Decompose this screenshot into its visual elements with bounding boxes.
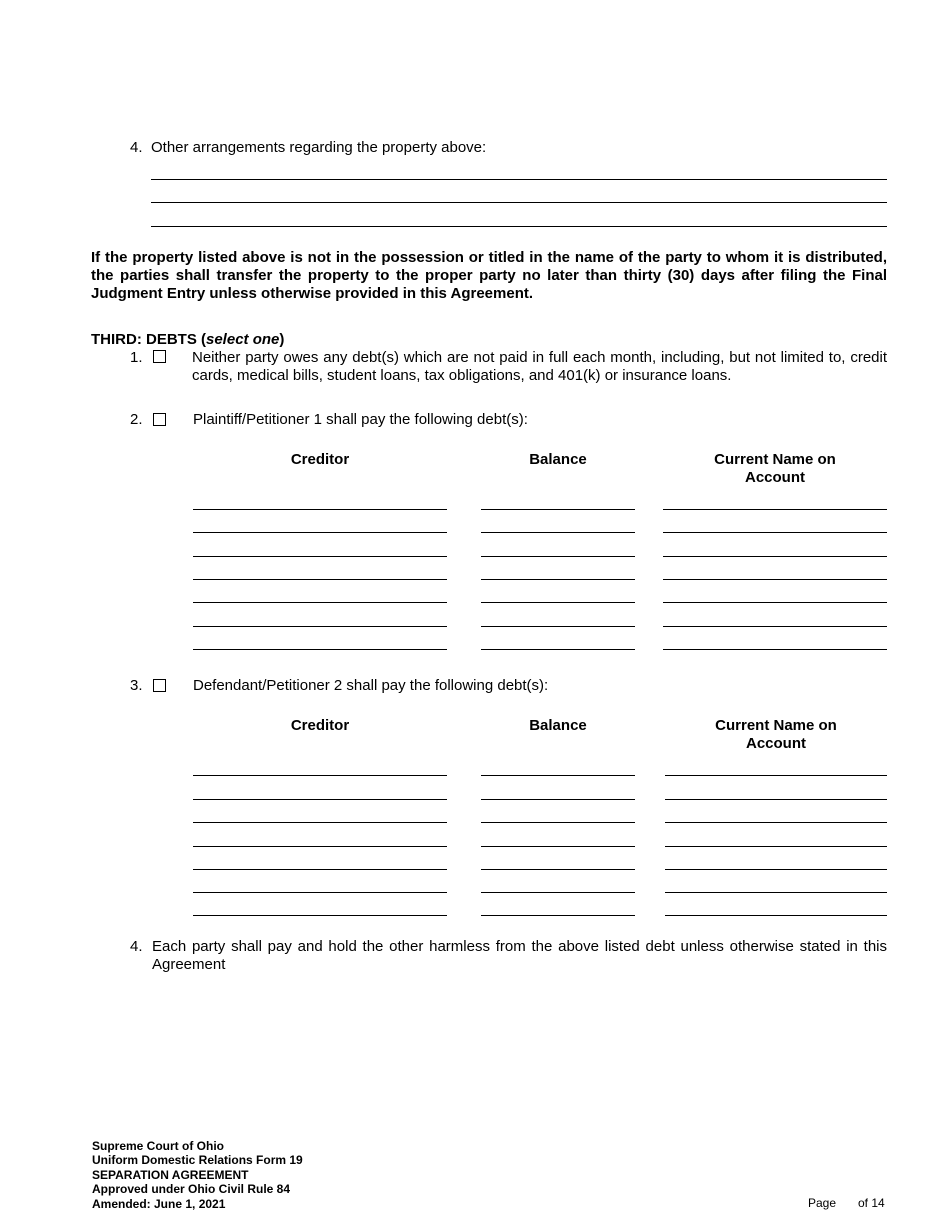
p1-creditor-line[interactable] (193, 626, 447, 627)
option-2-col-current-name: Current Name on Account (714, 451, 836, 486)
p2-creditor-line[interactable] (193, 915, 447, 916)
p1-balance-line[interactable] (481, 649, 635, 650)
p1-balance-line[interactable] (481, 509, 635, 510)
p1-name-line[interactable] (663, 509, 887, 510)
p1-balance-line[interactable] (481, 556, 635, 557)
p2-balance-line[interactable] (481, 915, 635, 916)
p1-balance-line[interactable] (481, 579, 635, 580)
p2-creditor-line[interactable] (193, 846, 447, 847)
p1-name-line[interactable] (663, 532, 887, 533)
footer-approval: Approved under Ohio Civil Rule 84 (92, 1182, 291, 1197)
debts-heading-close: ) (279, 331, 285, 348)
option-2-checkbox[interactable] (153, 413, 166, 426)
page-of-total: of 14 (858, 1196, 885, 1210)
footer-form-title: SEPARATION AGREEMENT (92, 1167, 249, 1182)
p2-name-line[interactable] (665, 915, 887, 916)
option-1-text: Neither party owes any debt(s) which are not paid in full each month, including, but not limited to, credit cards, medical bills, student loans, tax obligations, and 401(k) or insurance loans. (192, 349, 887, 384)
p1-name-line[interactable] (663, 602, 887, 603)
p2-creditor-line[interactable] (193, 799, 447, 800)
p2-creditor-line[interactable] (193, 892, 447, 893)
p2-name-line[interactable] (665, 799, 887, 800)
item-4-number: 4. (130, 938, 143, 955)
p1-balance-line[interactable] (481, 626, 635, 627)
p2-balance-line[interactable] (481, 775, 635, 776)
footer-amended: Amended: June 1, 2021 (92, 1196, 226, 1211)
p2-name-line[interactable] (665, 892, 887, 893)
p2-name-line[interactable] (665, 822, 887, 823)
option-3-col-creditor: Creditor (290, 717, 350, 734)
debts-heading-text: THIRD: DEBTS ( (91, 331, 206, 348)
p2-balance-line[interactable] (481, 822, 635, 823)
p1-name-line[interactable] (663, 556, 887, 557)
section-4-text: Other arrangements regarding the property above: (151, 139, 487, 156)
debts-heading-italic: select one (206, 331, 280, 348)
p2-balance-line[interactable] (481, 869, 635, 870)
option-3-col-balance: Balance (529, 717, 587, 734)
footer-court: Supreme Court of Ohio (92, 1139, 224, 1153)
p1-creditor-line[interactable] (193, 532, 447, 533)
p1-creditor-line[interactable] (193, 556, 447, 557)
p2-name-line[interactable] (665, 846, 887, 847)
option-2-number: 2. (130, 411, 143, 428)
p1-name-line[interactable] (663, 579, 887, 580)
option-3-text: Defendant/Petitioner 2 shall pay the following debt(s): (193, 677, 549, 694)
p2-name-line[interactable] (665, 869, 887, 870)
option-3-col-current-name: Current Name on Account (715, 717, 837, 752)
option-2-text: Plaintiff/Petitioner 1 shall pay the following debt(s): (193, 411, 528, 428)
transfer-notice: If the property listed above is not in the possession or titled in the name of the party to whom it is distributed, the parties shall transfer the property to the proper party no later than thirty (30) days after filing the Final Judgment Entry unless otherwise provided in this Agreement. (91, 249, 887, 302)
arrangements-line-3[interactable] (151, 226, 887, 227)
p1-name-line[interactable] (663, 626, 887, 627)
p1-creditor-line[interactable] (193, 649, 447, 650)
p2-balance-line[interactable] (481, 892, 635, 893)
page-label: Page (808, 1196, 837, 1210)
debts-heading (91, 331, 284, 348)
p2-creditor-line[interactable] (193, 822, 447, 823)
p1-name-line[interactable] (663, 649, 887, 650)
p1-balance-line[interactable] (481, 602, 635, 603)
option-1-number: 1. (130, 349, 143, 366)
p1-balance-line[interactable] (481, 532, 635, 533)
arrangements-line-2[interactable] (151, 202, 887, 203)
p2-balance-line[interactable] (481, 846, 635, 847)
item-4-text: Each party shall pay and hold the other harmless from the above listed debt unless otherwise stated in this Agreement (152, 938, 887, 973)
option-2-col-balance: Balance (529, 451, 587, 468)
footer-form-number: Uniform Domestic Relations Form 19 (92, 1153, 303, 1168)
option-3-number: 3. (130, 677, 143, 694)
form-footer (92, 1139, 303, 1211)
arrangements-line-1[interactable] (151, 179, 887, 180)
p1-creditor-line[interactable] (193, 602, 447, 603)
option-3-checkbox[interactable] (153, 679, 166, 692)
p2-creditor-line[interactable] (193, 869, 447, 870)
p2-balance-line[interactable] (481, 799, 635, 800)
option-1-checkbox[interactable] (153, 350, 166, 363)
section-4-number: 4. (130, 139, 143, 156)
p2-creditor-line[interactable] (193, 775, 447, 776)
p1-creditor-line[interactable] (193, 509, 447, 510)
p2-name-line[interactable] (665, 775, 887, 776)
p1-creditor-line[interactable] (193, 579, 447, 580)
option-2-col-creditor: Creditor (290, 451, 350, 468)
